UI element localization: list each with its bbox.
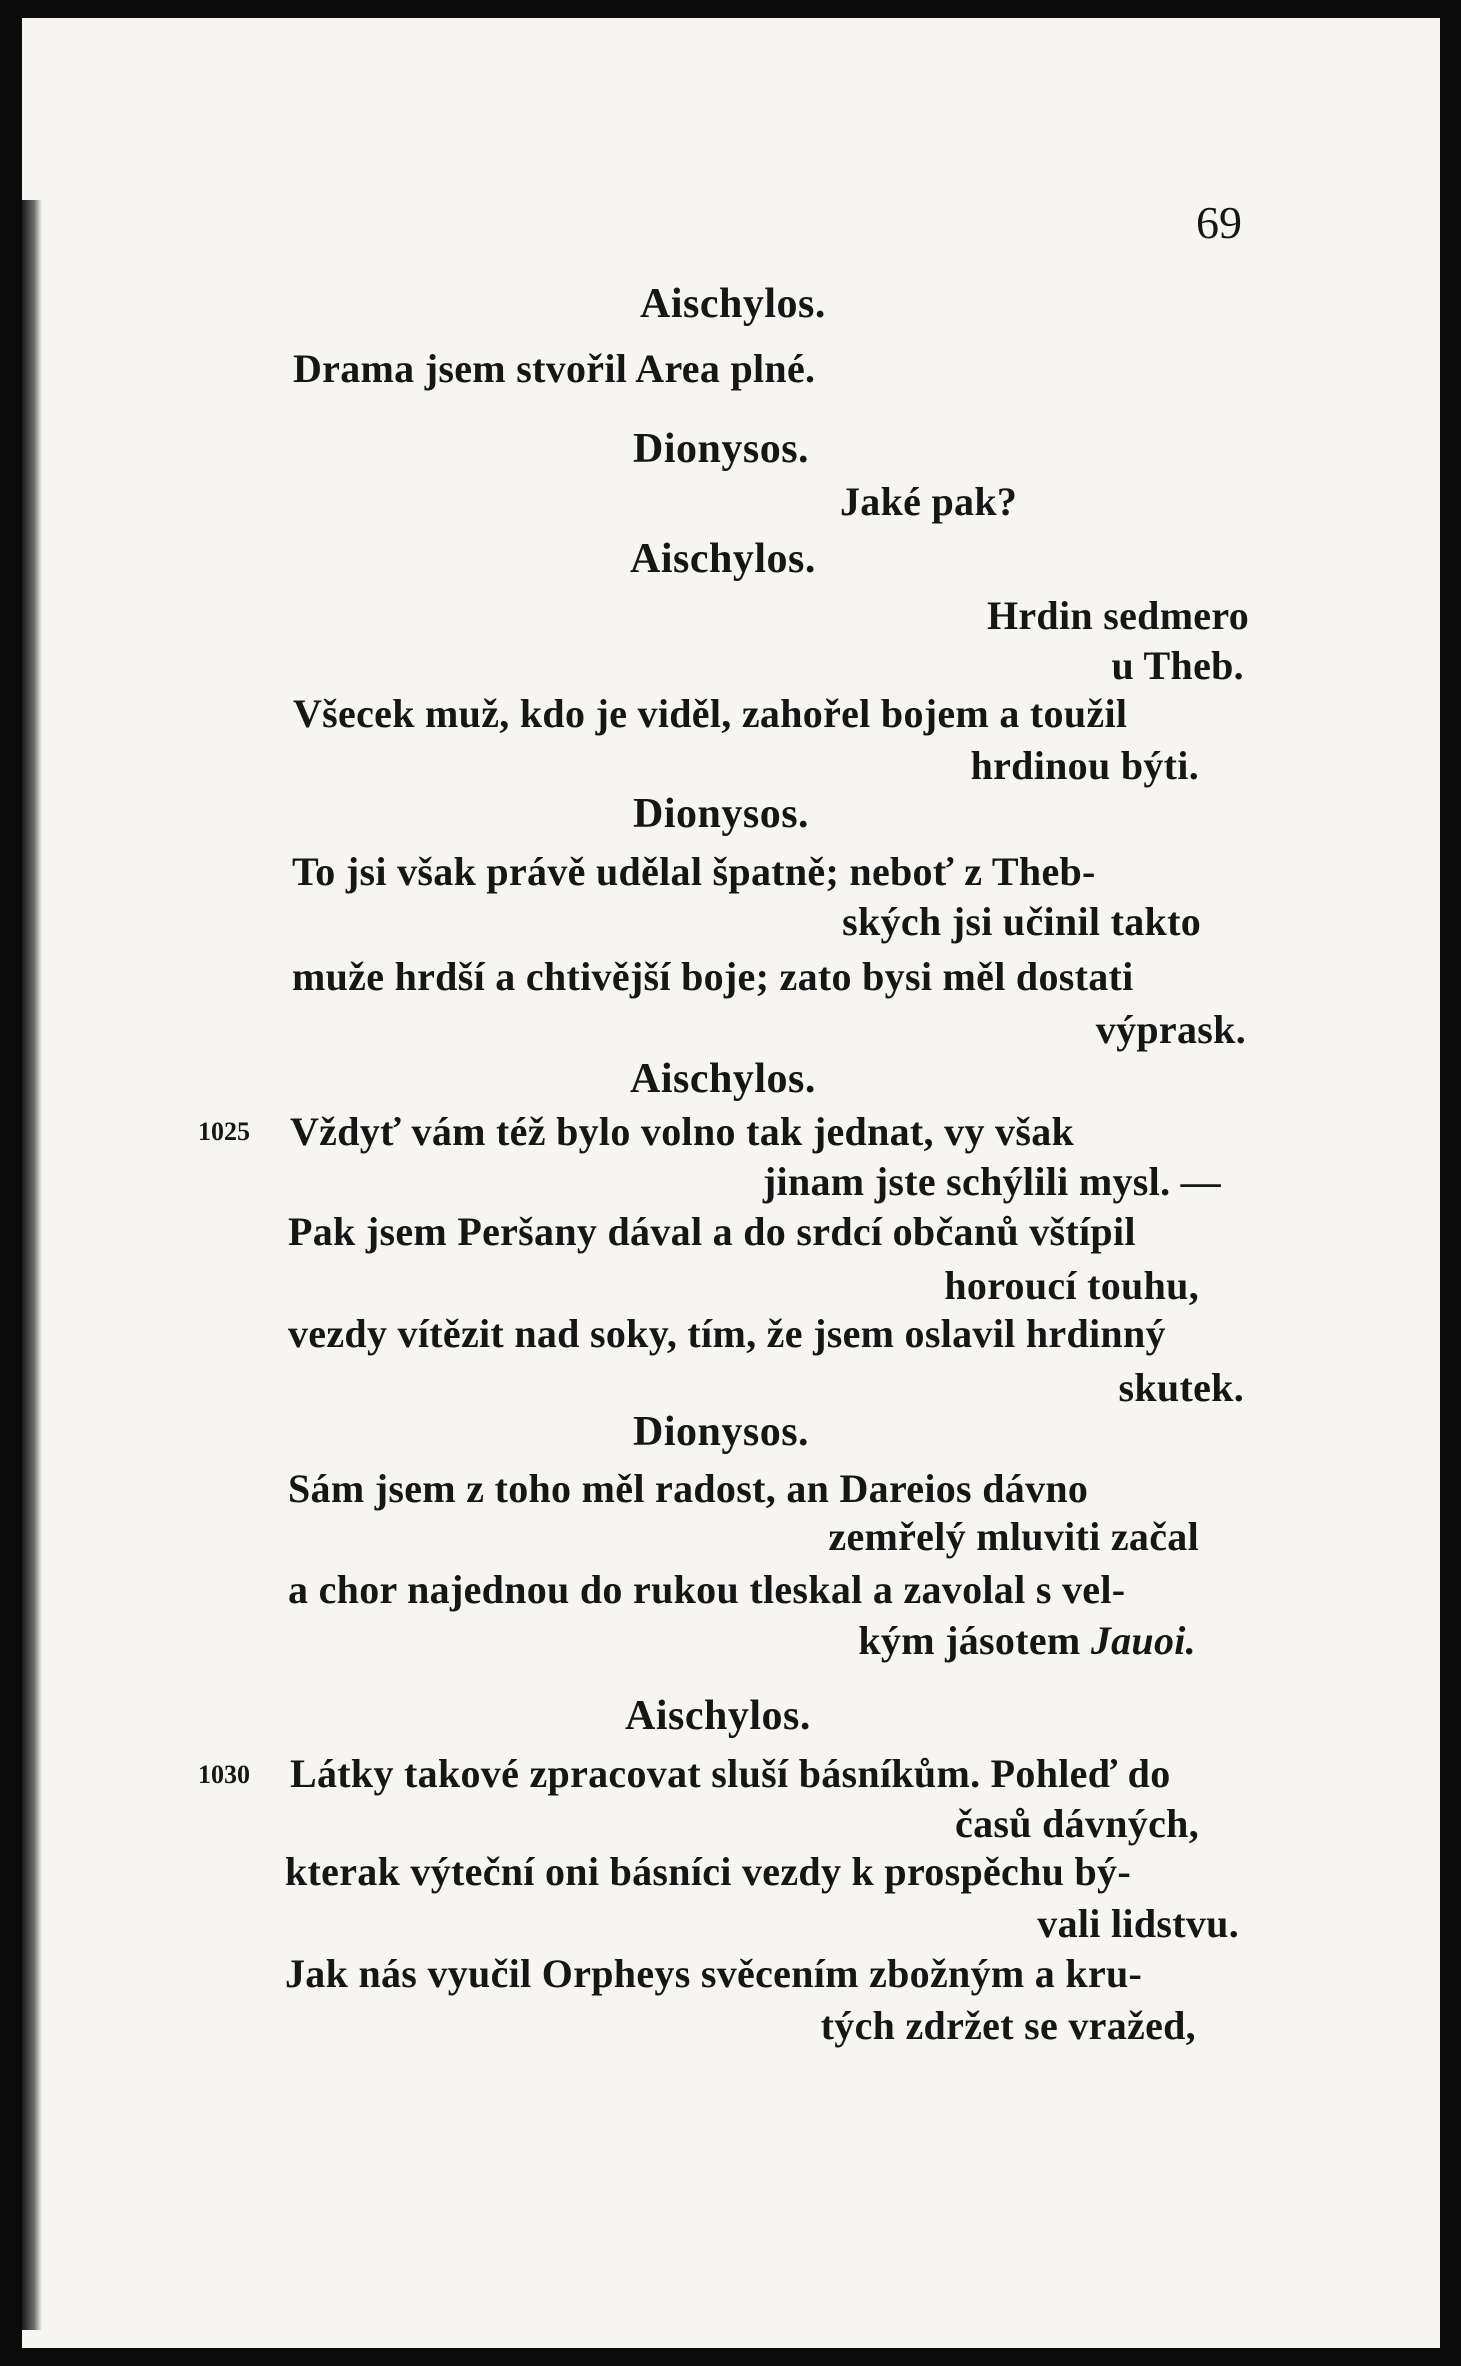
verse-line: vali lidstvu. [1037, 1901, 1239, 1946]
verse-line: Látky takové zpracovat sluší básníkům. Pohleď do [290, 1751, 1171, 1796]
verse-line: Jaké pak? [840, 479, 1018, 524]
verse-line: u Theb. [1111, 643, 1244, 688]
speaker-dionysos: Dionysos. [633, 426, 810, 472]
verse-line: To jsi však právě udělal špatně; neboť z Theb- [292, 849, 1096, 894]
verse-line: časů dávných, [955, 1801, 1199, 1846]
verse-line: hrdinou býti. [970, 743, 1199, 788]
speaker-aischylos: Aischylos. [630, 536, 816, 582]
verse-line: muže hrdší a chtivější boje; zato bysi měl dostati [292, 954, 1134, 999]
verse-line: Drama jsem stvořil Area plné. [293, 346, 816, 391]
verse-line: ských jsi učinil takto [842, 899, 1201, 944]
verse-line: Sám jsem z toho měl radost, an Dareios dávno [288, 1466, 1089, 1511]
verse-line: zemřelý mluviti začal [828, 1514, 1199, 1559]
speaker-dionysos: Dionysos. [633, 1409, 810, 1455]
verse-line: Hrdin sedmero [986, 593, 1249, 638]
page-gutter-shadow [22, 200, 42, 2330]
verse-line [858, 1617, 1196, 1664]
line-number: 1025 [198, 1117, 250, 1146]
verse-text: kým jásotem [858, 1618, 1091, 1663]
verse-line: horoucí touhu, [944, 1263, 1199, 1308]
verse-line: Vždyť vám též bylo volno tak jednat, vy však [290, 1109, 1075, 1154]
speaker-dionysos: Dionysos. [633, 791, 810, 837]
verse-line: kterak výteční oni básníci vezdy k prospěchu bý- [285, 1849, 1131, 1894]
line-number: 1030 [198, 1760, 250, 1789]
speaker-aischylos: Aischylos. [640, 281, 826, 327]
verse-line: Pak jsem Peršany dával a do srdcí občanů vštípil [288, 1209, 1136, 1254]
speaker-aischylos: Aischylos. [630, 1056, 816, 1102]
verse-line: Všecek muž, kdo je viděl, zahořel bojem a toužil [293, 691, 1128, 736]
verse-line: skutek. [1118, 1365, 1244, 1410]
verse-line: tých zdržet se vražed, [820, 2003, 1196, 2048]
page-number: 69 [1196, 197, 1242, 248]
verse-line: a chor najednou do rukou tleskal a zavolal s vel- [288, 1567, 1126, 1612]
greek-exclamation: Jauoi. [1090, 1618, 1196, 1663]
speaker-aischylos: Aischylos. [625, 1693, 811, 1739]
verse-line: vezdy vítězit nad soky, tím, že jsem oslavil hrdinný [288, 1311, 1166, 1356]
verse-line: jinam jste schýlili mysl. — [762, 1159, 1221, 1204]
verse-line: Jak nás vyučil Orpheys svěcením zbožným a kru- [285, 1951, 1143, 1996]
verse-line: výprask. [1095, 1007, 1246, 1052]
